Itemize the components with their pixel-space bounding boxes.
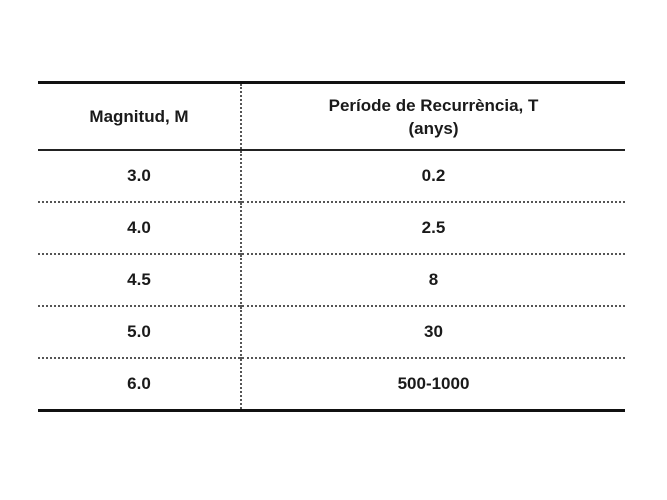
table-row [38, 202, 625, 254]
period-cell: 0.2 [421, 166, 446, 185]
magnitude-cell: 4.5 [38, 254, 241, 306]
table-row [38, 150, 625, 202]
table-row [38, 306, 625, 358]
magnitude-cell: 3.0 [38, 150, 241, 202]
period-cell: 30 [241, 306, 625, 358]
table-row [38, 254, 625, 306]
header-recurrence-period-title: Període de Recurrència, T [328, 95, 539, 115]
magnitude-cell: 6.0 [38, 358, 241, 411]
period-cell: 2.5 [241, 202, 625, 254]
period-cell: 8 [241, 254, 625, 306]
header-recurrence-period-unit: (anys) [408, 118, 459, 138]
table-row [38, 358, 625, 411]
period-cell: 500-1000 [241, 358, 625, 411]
header-recurrence-period [241, 83, 625, 151]
header-row [38, 83, 625, 151]
recurrence-table [38, 81, 625, 412]
magnitude-cell: 5.0 [38, 306, 241, 358]
magnitude-cell: 4.0 [38, 202, 241, 254]
header-magnitude: Magnitud, M [38, 83, 241, 151]
recurrence-table-container [38, 81, 625, 412]
